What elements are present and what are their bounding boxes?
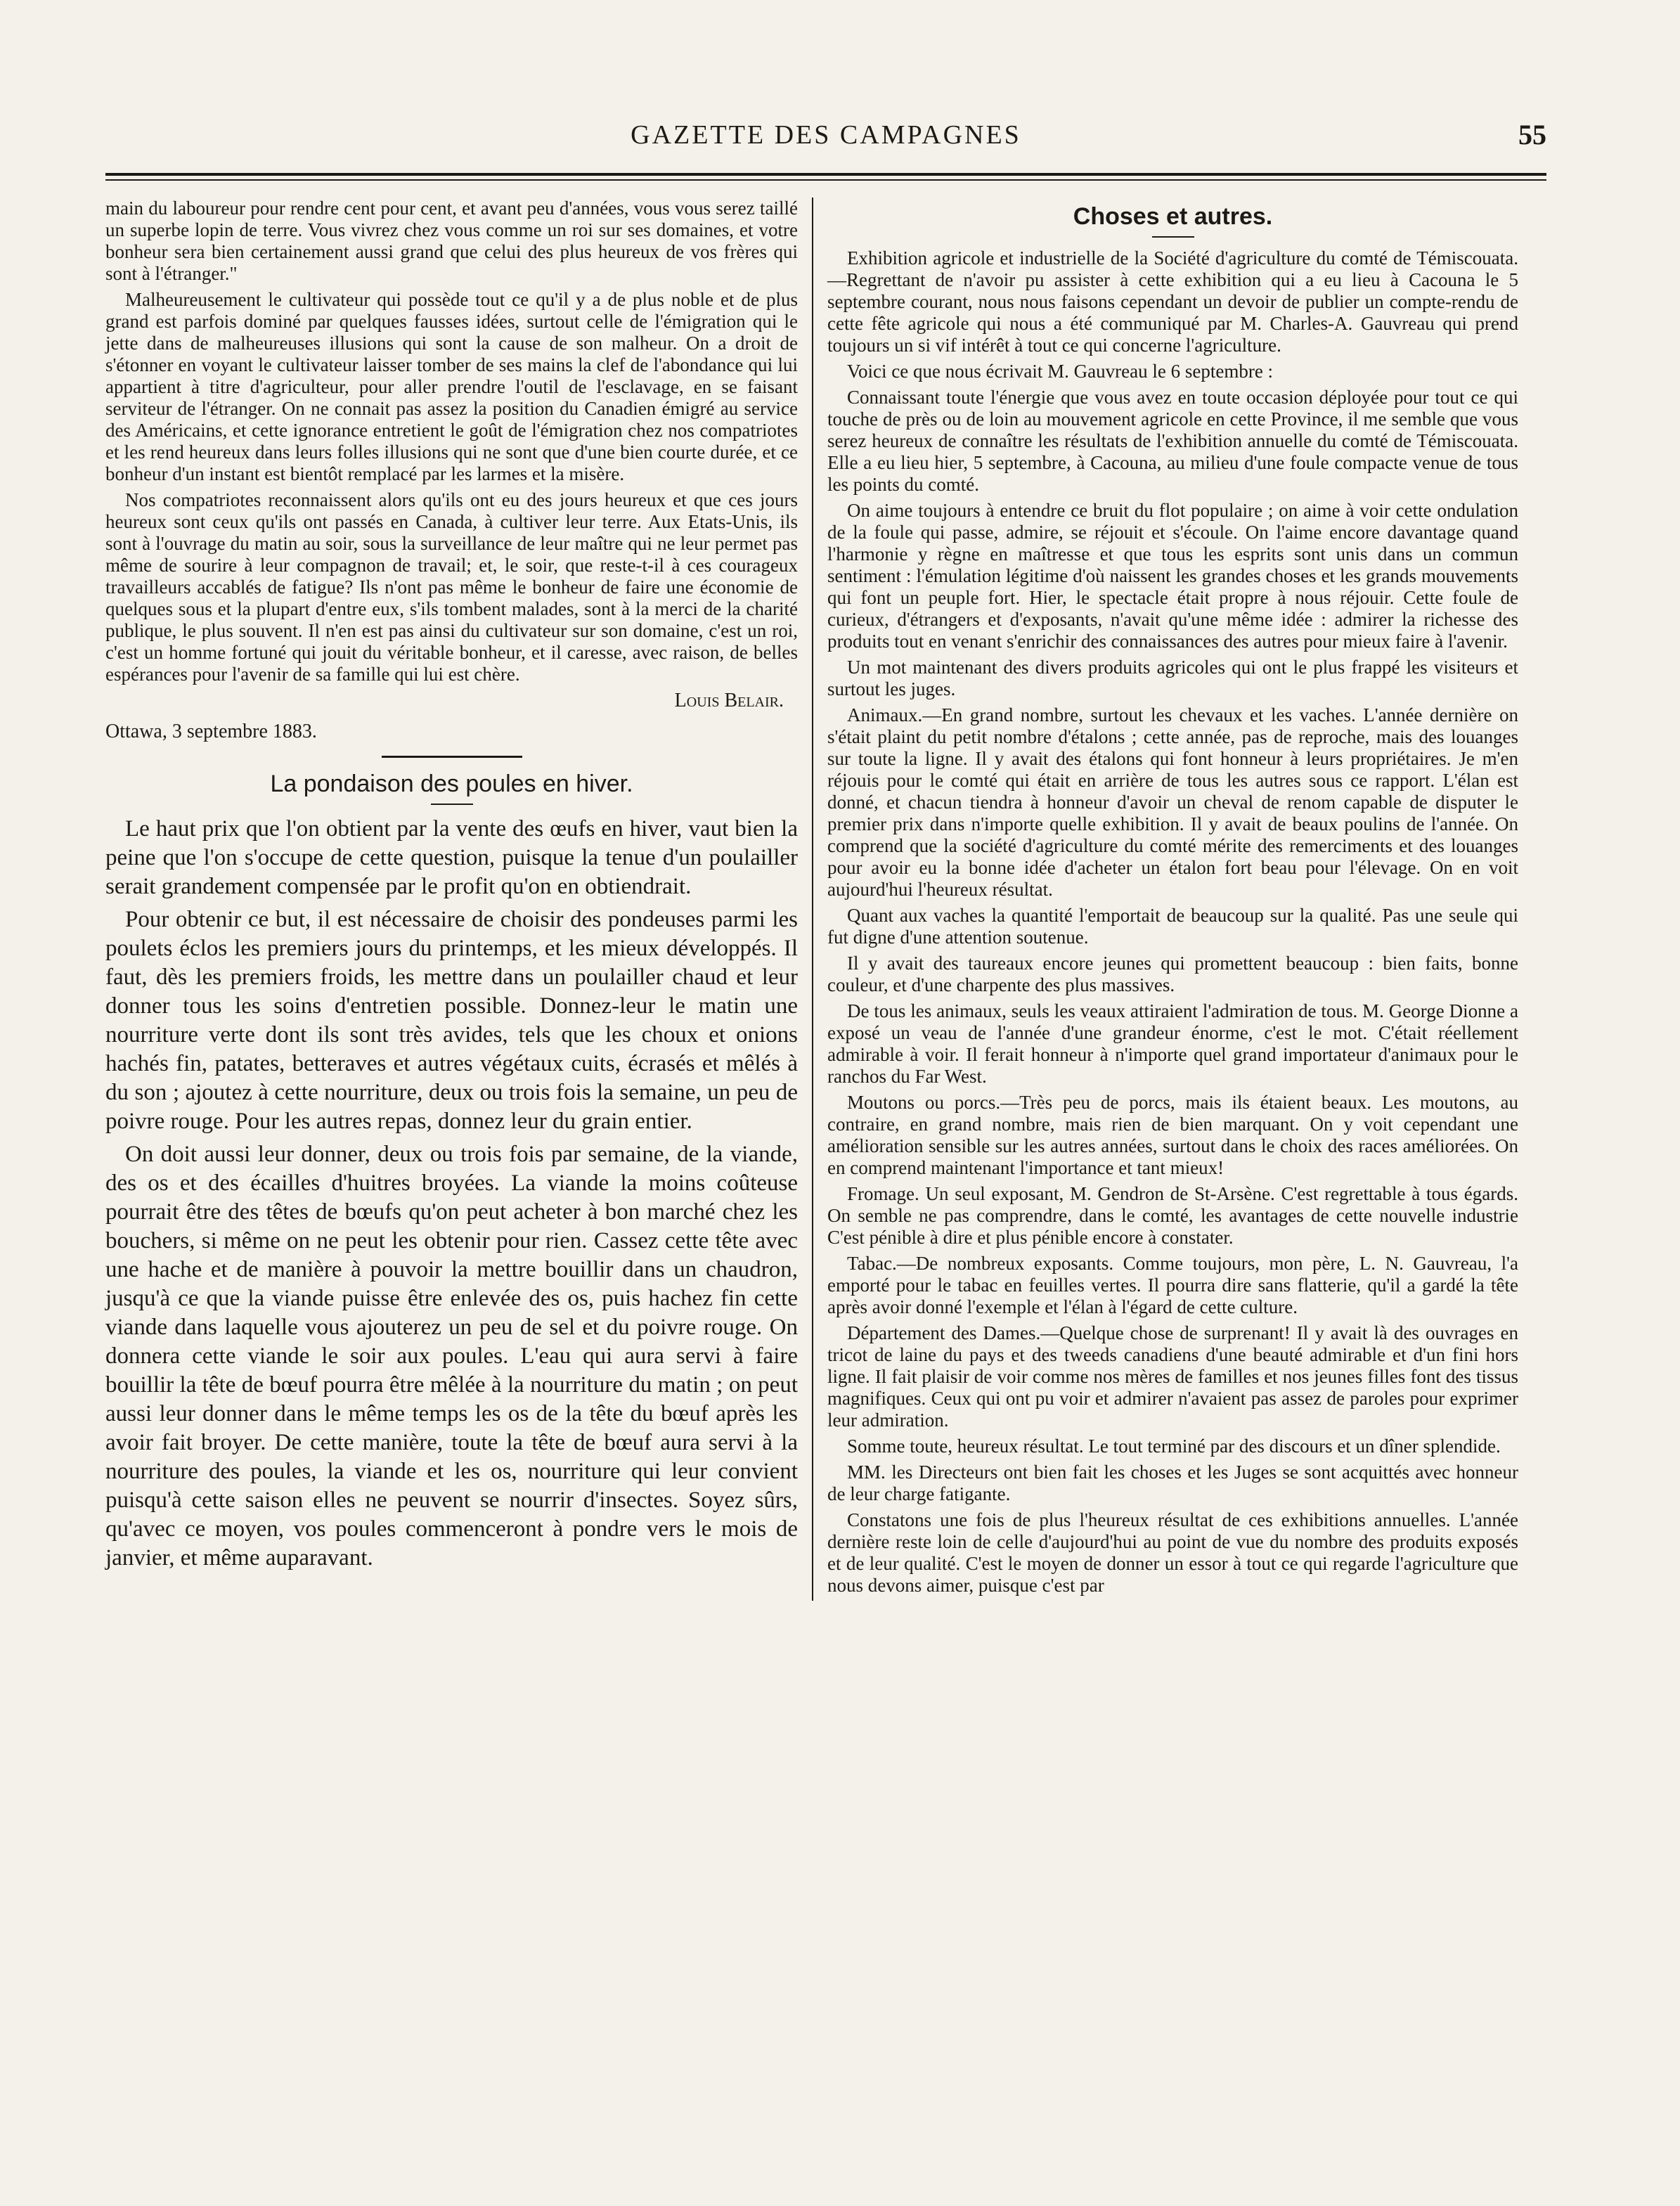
place-date: Ottawa, 3 septembre 1883. <box>105 721 317 742</box>
paragraph: Connaissant toute l'énergie que vous avez en toute occasion déployée pour tout ce qui touche de près ou de loin au mouvement agricole en cette Province, il me semble que vous serez heureux de connaître les résultats de l'exhibition annuelle du comté de Témiscouata. Elle a eu lieu hier, 5 septembre, à Cacouna, au milieu d'une foule compacte venue de tous les points du comté. <box>827 387 1518 495</box>
title-divider <box>1152 236 1194 238</box>
paragraph: On aime toujours à entendre ce bruit du flot populaire ; on aime à voir cette ondulation de la foule qui passe, admire, se réjouit et s'écoule. On l'aime encore davantage quand l'harmonie y règne en maîtresse et que tous les esprits sont unis dans un commun sentiment : l'émulation légitime d'où naissent les grandes choses et les grands mouvements qui font un peuple fort. Hier, le spectacle était propre à nous réjouir. Cette foule de curieux, d'étrangers et d'exposants, n'avait qu'une même idée : admirer la richesse des produits tout en venant s'enrichir des connaissances des autres pour mieux faire à l'avenir. <box>827 500 1518 652</box>
paragraph: Constatons une fois de plus l'heureux résultat de ces exhibitions annuelles. L'année dernière reste loin de celle d'aujourd'hui au point de vue du nombre des produits exposés et de leur qualité. C'est le moyen de donner un essor à tout ce qui regarde l'agriculture que nous devons aimer, puisque c'est par <box>827 1509 1518 1596</box>
newspaper-page <box>105 105 1546 2130</box>
paragraph: Exhibition agricole et industrielle de la Société d'agriculture du comté de Témiscouata.—Regrettant de n'avoir pu assister à cette exhibition qui a eu lieu à Cacouna le 5 septembre courant, nous nous faisons cependant un devoir de publier un compte-rendu de cette fête agricole qui nous a été communiqué par M. Charles-A. Gauvreau qui prend toujours un si vif intérêt à tout ce qui concerne l'agriculture. <box>827 247 1518 356</box>
paragraph: Le haut prix que l'on obtient par la vente des œufs en hiver, vaut bien la peine que l'on s'occupe de cette question, puisque la tenue d'un poulailler serait grandement compensée par le profit qu'on en obtiendrait. <box>105 816 798 899</box>
paragraph: Nos compatriotes reconnaissent alors qu'ils ont eu des jours heureux et que ces jours heureux sont ceux qu'ils ont passés en Canada, à cultiver leur terre. Aux Etats-Unis, ils sont à l'ouvrage du matin au soir, sous la surveillance de leur maître qui ne leur permet pas même de sourire à leur compagnon de travail; et, le soir, que reste-t-il à ces courageux travailleurs accablés de fatigue? Ils n'ont pas même le bonheur de faire une économie de quelques sous et la plupart d'entre eux, s'ils tombent malades, sont à la merci de la charité publique, le plus souvent. Il n'en est pas ainsi du cultivateur sur son domaine, c'est un roi, c'est un homme fortuné qui jouit du véritable bonheur, et il caresse, avec raison, de belles espérances pour l'avenir de sa famille qui lui est chère. <box>105 489 798 685</box>
paragraph: Quant aux vaches la quantité l'emportait de beaucoup sur la qualité. Pas une seule qui fut digne d'une attention soutenue. <box>827 905 1518 948</box>
header-rule <box>105 173 1546 176</box>
paragraph: Tabac.—De nombreux exposants. Comme toujours, mon père, L. N. Gauvreau, l'a emporté pour le tabac en feuilles vertes. Il pourra dire sans flatterie, qu'il a gardé la tête après avoir donné l'exemple et l'élan à l'égard de cette culture. <box>827 1253 1518 1317</box>
title-divider <box>431 804 473 805</box>
paragraph: De tous les animaux, seuls les veaux attiraient l'admiration de tous. M. George Dionne a exposé un veau de l'année d'une grandeur énorme, c'est le mot. C'était réellement admirable à voir. Il ferait honneur à n'importe quel grand importateur d'animaux pour le ranchos du Far West. <box>827 1000 1518 1087</box>
page-number: 55 <box>1518 119 1546 150</box>
paragraph: Pour obtenir ce but, il est nécessaire de choisir des pondeuses parmi les poulets éclos les premiers jours du printemps, et les mieux développés. Il faut, dès les premiers froids, les mettre dans un poulailler chaud et leur donner tous les soins d'entretien possible. Donnez-leur le matin une nourriture verte dont ils sont très avides, tels que les choux et onions hachés fin, patates, betteraves et autres végétaux cuits, écrasés et mêlés à du son ; ajoutez à cette nourriture, deux ou trois fois la semaine, un peu de poivre rouge. Pour les autres repas, donnez leur du grain entier. <box>105 907 798 1134</box>
article-title: La pondaison des poules en hiver. <box>270 770 633 797</box>
columns <box>105 198 1546 1601</box>
article-title: Choses et autres. <box>1073 203 1273 230</box>
paragraph: Malheureusement le cultivateur qui possède tout ce qu'il y a de plus noble et de plus grand est parfois dominé par quelques fausses idées, surtout celle de l'émigration qui le jette dans de malheureuses illusions qui sont la cause de son malheur. On a droit de s'étonner en voyant le cultivateur laisser tomber de ses mains la clef de l'abondance qui lui appartient à titre d'agriculteur, pour aller prendre l'outil de l'esclavage, en se faisant serviteur de l'étranger. On ne connait pas assez la position du Canadien émigré au service des Américains, et cette ignorance entretient le goût de l'émigration chez nos compatriotes et les rend heureux dans leurs folles illusions qui ne sont que d'une bien courte durée, et ce bonheur d'un instant est bientôt remplacé par les larmes et la misère. <box>105 289 798 484</box>
paragraph: main du laboureur pour rendre cent pour cent, et avant peu d'années, vous vous serez taillé un superbe lopin de terre. Vous vivrez chez vous comme un roi sur ses domaines, et votre bonheur sera bien certainement aussi grand que celui des plus heureux de vos frères qui sont à l'étranger." <box>105 198 798 284</box>
paragraph: Il y avait des taureaux encore jeunes qui promettent beaucoup : bien faits, bonne couleur, et d'une charpente des plus massives. <box>827 953 1518 995</box>
author-signature: Louis Belair. <box>674 690 784 711</box>
paragraph: Département des Dames.—Quelque chose de surprenant! Il y avait là des ouvrages en tricot de laine du pays et des tweeds canadiens d'une beauté admirable et d'un fini hors ligne. Il fait plaisir de voir comme nos mères de familles et nos jeunes filles font des tissus magnifiques. Ceux qui ont pu voir et admirer n'avaient pas assez de paroles pour exprimer leur admiration. <box>827 1322 1518 1431</box>
paragraph: Moutons ou porcs.—Très peu de porcs, mais ils étaient beaux. Les moutons, au contraire, en grand nombre, mais rien de bien marquant. On y voit cependant une amélioration sensible sur les autres années, surtout dans le choix des races améliorées. On en comprend maintenant l'importance et tant mieux! <box>827 1092 1518 1178</box>
right-column <box>812 198 1518 1601</box>
section-divider <box>382 756 522 758</box>
article-body <box>105 815 798 1573</box>
running-title: GAZETTE DES CAMPAGNES <box>631 120 1021 150</box>
header-rule-thin <box>105 179 1546 181</box>
paragraph: Un mot maintenant des divers produits agricoles qui ont le plus frappé les visiteurs et surtout les juges. <box>827 657 1518 699</box>
left-column <box>105 198 812 1601</box>
paragraph: Fromage. Un seul exposant, M. Gendron de St-Arsène. C'est regrettable à tous égards. On semble ne pas comprendre, dans le comté, les avantages de cette nouvelle industrie C'est pénible à dire et plus pénible encore à constater. <box>827 1183 1518 1248</box>
paragraph: Voici ce que nous écrivait M. Gauvreau le 6 septembre : <box>847 361 1274 382</box>
paragraph: Somme toute, heureux résultat. Le tout terminé par des discours et un dîner splendide. <box>847 1436 1501 1457</box>
paragraph: On doit aussi leur donner, deux ou trois fois par semaine, de la viande, des os et des écailles d'huitres broyées. La viande la moins coûteuse pourrait être des têtes de bœufs qu'on peut acheter à bon marché chez les bouchers, si même on ne peut les obtenir pour rien. Cassez cette tête avec une hache et de manière à pouvoir la mettre bouillir dans un chaudron, jusqu'à ce que la viande puisse être enlevée des os, puis hachez fin cette viande dans laquelle vous ajouterez un peu de sel et du poivre rouge. On donnera cette viande le soir aux poules. L'eau qui aura servi à faire bouillir la tête de bœuf pourra être mêlée à la nourriture du matin ; on peut aussi leur donner dans le même temps les os de la tête du bœuf après les avoir fait broyer. De cette manière, toute la tête de bœuf aura servi à la nourriture des poules, la viande et les os, nourriture qui leur convient puisqu'à cette saison elles ne peuvent se nourrir d'insectes. Soyez sûrs, qu'avec ce moyen, vos poules commenceront à pondre vers le mois de janvier, et même auparavant. <box>105 1142 798 1570</box>
paragraph: MM. les Directeurs ont bien fait les choses et les Juges se sont acquittés avec honneur de leur charge fatigante. <box>827 1462 1518 1504</box>
page-header <box>105 105 1546 162</box>
paragraph: Animaux.—En grand nombre, surtout les chevaux et les vaches. L'année dernière on s'était plaint du petit nombre d'étalons ; cette année, pas de reproche, mais des louanges sur toute la ligne. Il y avait des étalons qui font honneur à leurs propriétaires. Je m'en réjouis pour le comté qui était en arrière de tous les autres sous ce rapport. L'élan est donné, et chacun tiendra à honneur d'avoir un cheval de renom capable de disputer le premier prix dans n'importe quelle exhibition. Il y avait de beaux poulins de l'année. On comprend que la société d'agriculture du comté mérite des remerciments et des louanges pour avoir eu la bonne idée d'acheter un étalon fort beau pour l'élevage. On en voit aujourd'hui l'heureux résultat. <box>827 704 1518 900</box>
